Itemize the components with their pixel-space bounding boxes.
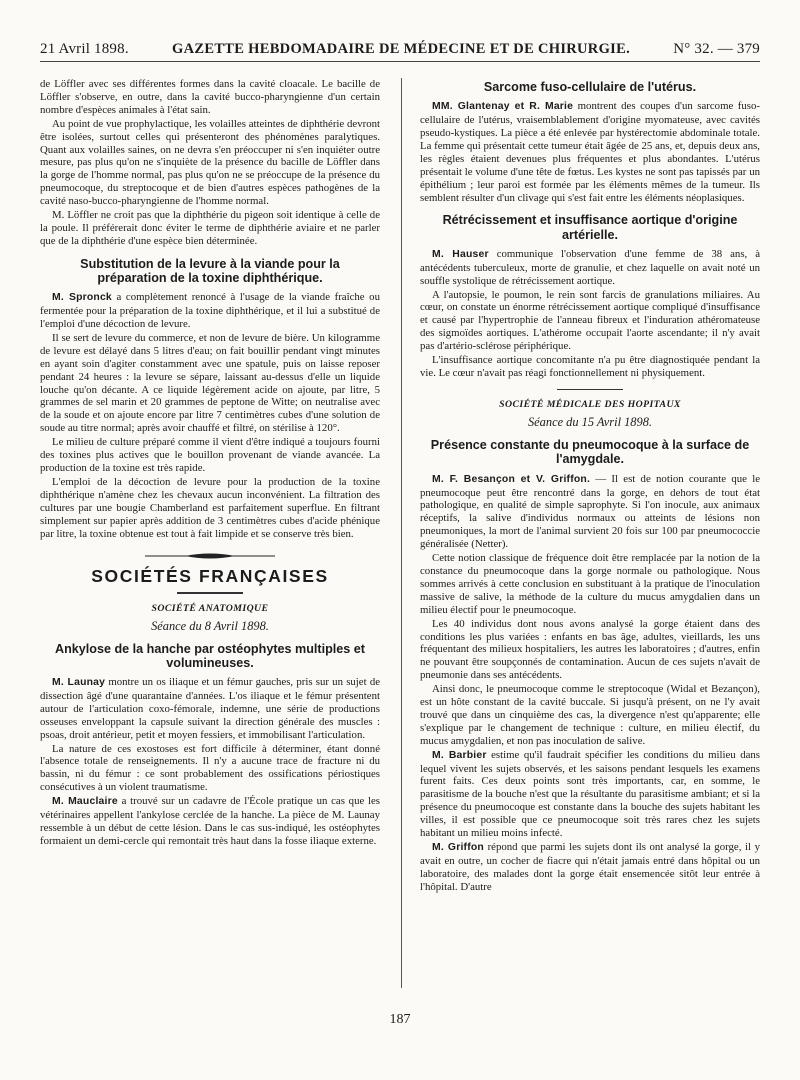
paragraph: Ainsi donc, le pneumocoque comme le streptocoque (Widal et Bezançon), est un hôte constant de la cavité buccale. Si jusqu'à présent, on ne l'y avait trouvé que dans un cinquième des cas, la divergence n'est qu'apparente; elle s'explique par le changement de technique : culture, en milieu électif, du mucus amygdalien, et non pas inoculation de salive.: [420, 683, 760, 747]
paragraph: A l'autopsie, le poumon, le rein sont farcis de granulations miliaires. Au cœur, on constate un énorme rétrécissement aortique compliqué d'insuffisance et causé par l'hypertrophie de l'anneau fibreux et l'induration athéromateuse des sigmoïdes aortiques. L'athérome occupait l'aorte ascendante; il n'y avait pas d'artério-sclérose périphérique.: [420, 288, 760, 353]
paragraph: [420, 749, 760, 840]
paragraph: [40, 291, 380, 331]
author-name: MM. Glantenay et R. Marie: [432, 101, 574, 113]
paragraph: Au point de vue prophylactique, les volailles atteintes de diphthérie devront être isolées, surtout celles qui présenteront des phénomènes paralytiques. Quant aux volailles saines, on ne devra s'en préoccuper ni s'en inquiéter outre mesure, pas plus qu'on ne s'inquiète de la présence du bacille de Löffler dans la gorge de l'homme normal, pas plus qu'on ne se préoccupe de la présence du pneumocoque, du streptocoque et de bien d'autres espèces pathogènes de la cavité naso-bucco-pharyngienne de l'homme normal.: [40, 117, 380, 208]
article-heading-presence: Présence constante du pneumocoque à la surface de l'amygdale.: [430, 438, 750, 467]
column-divider: [401, 78, 402, 988]
paragraph: Le milieu de culture préparé comme il vient d'être indiqué a toujours fourni des toxines plus actives que le bouillon provenant de viande avancée. La production de la toxine est très rapide.: [40, 436, 380, 474]
paragraph-text: communique l'observation d'une femme de 38 ans, à antécédents tuberculeux, morte de granulie, et chez laquelle on avait noté un souffle systolique de rétrécissement aortique.: [420, 247, 760, 287]
author-name: M. Launay: [52, 677, 106, 689]
paragraph: M. Löffler ne croit pas que la diphthérie du pigeon soit identique à celle de la poule. Il préférerait donc éviter le terme de diphthérie aviaire et ne parler que de la diphthérie d'une espèce bien déterminée.: [40, 209, 380, 247]
paragraph-text: estime qu'il faudrait spécifier les conditions du milieu dans lequel vivent les sujets observés, et les saisons pendant lesquels les examens furent faits. Ces deux points sont très importants, car, en somme, le parasitisme de la bouche n'est que la résultante du parasitisme ambiant; et si la présence du pneumocoque est constante dans la bouche des sujets habitant les villes, il est possible que ce pneumocoque soit très rares chez les sujets habitant un milieu moins infecté.: [420, 748, 760, 840]
paragraph: L'insuffisance aortique concomitante n'a pu être diagnostiquée pendant la vie. Le cœur n'avait pas réagi fonctionnellement ni physiquement.: [420, 354, 760, 380]
author-name: M. Spronck: [52, 292, 112, 304]
seance-date: Séance du 8 Avril 1898.: [151, 618, 269, 633]
paragraph: La nature de ces exostoses est fort difficile à déterminer, étant donné l'absence totale de renseignements. Il n'y a aucune trace de fracture ni du bassin, ni du fémur : ce sont probablement des ossifications périostiques consécutives à un violent traumatisme.: [40, 742, 380, 794]
short-rule: [557, 389, 623, 391]
paragraph-text: répond que parmi les sujets dont ils ont analysé la gorge, il y avait en outre, un cocher de fiacre qui n'était jamais entré dans hôpital ou un laboratoire, des malades dont la gorge était ensemencée sitôt leur entrée à l'hôpital. D'autre: [420, 841, 760, 893]
paragraph-text: a trouvé sur un cadavre de l'École pratique un cas que les vétérinaires appellent l'ankylose cerclée de la hanche. La pièce de M. Launay ressemble à un début de cette lésion. Dans le cas sus-indiqué, les ostéophytes formaient un demi-cercle qui remontait très haut dans la fosse iliaque externe.: [40, 795, 381, 847]
paragraph: Il se sert de levure du commerce, et non de levure de bière. Un kilogramme de levure est délayé dans 5 litres d'eau; on fait bouillir pendant vingt minutes en ayant soin d'agiter constamment avec une spatule, puis on laisse reposer pendant 24 heures : la levure se sépare, laissant au-dessus d'elle un liquide louche qu'on décante. A ce liquide légèrement acide on ajoute, par litre, 5 grammes de sel marin et 20 grammes de peptone de Witte; on neutralise avec de la soude et on ajoute encore par litre 7 centimètres cubes d'une solution de soude au titre normal; après avoir chauffé et filtré, on stérilise à 120°.: [40, 331, 380, 435]
paragraph: Cette notion classique de fréquence doit être remplacée par la notion de la constance du pneumocoque dans la gorge normale ou pathologique. Nous sommes arrivés à cette conclusion en substituant à la pratique de l'inoculation massive de salive, la méthode de la culture du mucus amygdalien dans un milieu électif pour le pneumocoque.: [420, 552, 760, 616]
running-header: [40, 32, 760, 62]
left-column: [40, 78, 380, 849]
ornamental-divider: [145, 552, 275, 560]
paragraph: Les 40 individus dont nous avons analysé la gorge étaient dans des conditions les plus variées : enfants en bas âge, adultes, vieillards, les uns fréquentant des milieux hospitaliers, les autres les laboratoires ; d'autres, enfin ne pouvant être soupçonnés de contamination. Aucun de ces sujets n'avait de pneumonie dans ses antécédents.: [420, 617, 760, 682]
society-name: SOCIÉTÉ MÉDICALE DES HOPITAUX: [499, 399, 681, 411]
paragraph: L'emploi de la décoction de levure pour la production de la toxine diphthérique n'amène chez les chevaux aucun inconvénient. La filtration des cultures par une bougie Chamberland est parfaitement superflue. En filtrant simplement sur papier après addition de 3 centimètres cubes d'acide phénique par litre, la toxine obtenue est tout à fait limpide et se conserve très bien.: [40, 475, 380, 540]
issue-page-ref: N° 32. — 379: [673, 41, 760, 57]
paragraph-text: a complètement renoncé à l'usage de la viande fraîche ou fermentée pour la préparation de la toxine diphthérique, et il lui a substitué de l'emploi d'une décoction de levure.: [40, 291, 380, 330]
paragraph-text: montrent des coupes d'un sarcome fuso-cellulaire de l'utérus, vraisemblablement d'origine myomateuse, avec cavités pseudo-kystiques. La pièce a été enlevée par hystérectomie abdominale totale. La femme qui présentait cette tumeur était âgée de 25 ans, et, depuis deux ans, les règles étaient devenues plus fréquentes et plus abondantes. L'utérus présentait le volume d'une tête de fœtus. Les kystes ne sont pas tapissés par un épithélium ; leur paroi est formée par les éléments mêmes de la tumeur. Ils semblent résulter d'un clivage qui s'est fait entre les éléments néoplasiques.: [420, 100, 760, 204]
article-heading-substitution: Substitution de la levure à la viande pour la préparation de la toxine diphthérique.: [80, 256, 340, 285]
paragraph-text: — Il est de notion courante que le pneumocoque peut être rencontré dans la gorge, en dehors de tout état pathologique, en qualité de simple saprophyte. Si l'on inocule, aux animaux réceptifs, la salive d'individus normaux ou atteints de lésions non pneumoniques, la mort de l'animal survient 20 fois sur 100 par pneumococcie généralisée (Netter).: [420, 472, 761, 551]
society-name: SOCIÉTÉ ANATOMIQUE: [151, 602, 269, 614]
author-name: M. Mauclaire: [52, 796, 118, 808]
paragraph: [420, 841, 760, 894]
section-title: SOCIÉTÉS FRANÇAISES: [91, 566, 329, 587]
journal-title: GAZETTE HEBDOMADAIRE DE MÉDECINE ET DE CHIRURGIE.: [172, 41, 630, 57]
paragraph-text: montre un os iliaque et un fémur gauches, pris sur un sujet de dissection âgé d'une quarantaine d'années. L'os iliaque et le fémur présentent autour de l'articulation coxo-fémorale, indemne, une série de productions osseuses enveloppant la capsule suivant la direction générale des muscles : psoas, droit antérieur, petit et moyen fessiers, et immobilisant l'articulation.: [40, 676, 381, 741]
short-rule: [177, 592, 243, 594]
article-heading-ankylose: Ankylose de la hanche par ostéophytes multiples et volumineuses.: [54, 641, 366, 670]
paragraph: [420, 100, 760, 204]
issue-date: 21 Avril 1898.: [40, 41, 129, 57]
page-number: 187: [389, 1012, 411, 1027]
author-name: M. Barbier: [432, 749, 487, 761]
paragraph: de Löffler avec ses différentes formes dans la cavité cloacale. Le bacille de Löffler s'observe, en outre, dans la cavité bucco-pharyngienne d'un certain nombre d'espèces animales à l'état sain.: [40, 78, 380, 116]
article-heading-retrecissement: Rétrécissement et insuffisance aortique d'origine artérielle.: [442, 213, 738, 242]
author-name: M. F. Besançon et V. Griffon.: [432, 473, 591, 485]
paragraph: [420, 248, 760, 288]
paragraph: [40, 795, 380, 848]
author-name: M. Hauser: [432, 248, 489, 260]
paragraph: [420, 473, 760, 551]
right-column: [420, 78, 760, 895]
article-heading-sarcome: Sarcome fuso-cellulaire de l'utérus.: [483, 80, 697, 94]
author-name: M. Griffon: [432, 842, 484, 854]
paragraph: [40, 676, 380, 742]
seance-date: Séance du 15 Avril 1898.: [527, 415, 652, 430]
